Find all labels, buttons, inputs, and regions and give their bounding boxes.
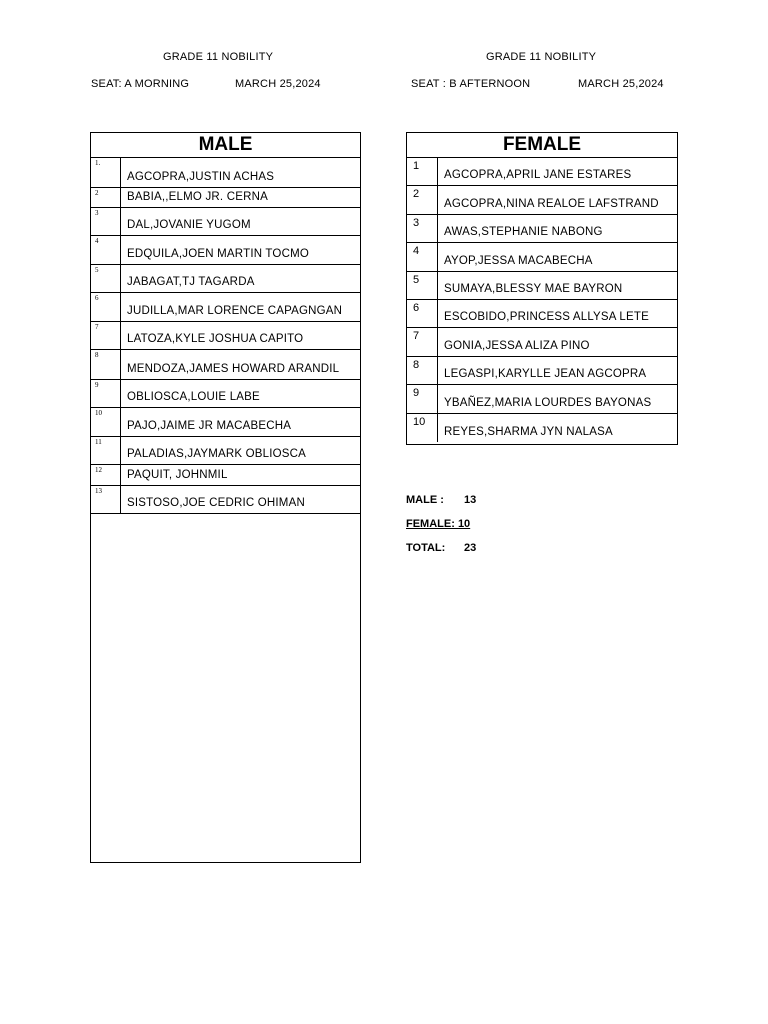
male-roster-table — [90, 132, 361, 863]
right-date: MARCH 25,2024 — [578, 78, 664, 90]
female-row-name-text: ESCOBIDO,PRINCESS ALLYSA LETE — [444, 311, 649, 324]
female-row-name-text: AGCOPRA,NINA REALOE LAFSTRAND — [444, 197, 659, 210]
male-row — [91, 437, 360, 465]
female-roster-table — [406, 132, 678, 445]
female-row-number: 3 — [407, 215, 438, 242]
male-row-name — [121, 465, 360, 485]
female-row-name-text: GONIA,JESSA ALIZA PINO — [444, 339, 590, 352]
female-row-number: 4 — [407, 243, 438, 270]
male-row — [91, 322, 360, 350]
male-row-name — [121, 265, 360, 292]
male-row-number: 11 — [91, 437, 121, 464]
female-row-number: 2 — [407, 186, 438, 213]
female-row-name-text: REYES,SHARMA JYN NALASA — [444, 425, 613, 438]
left-grade-heading: GRADE 11 NOBILITY — [163, 51, 274, 63]
male-row-name — [121, 350, 360, 379]
male-row — [91, 408, 360, 437]
male-rows — [91, 158, 360, 514]
female-table-title: FEMALE — [407, 133, 677, 158]
male-row-name-text: PALADIAS,JAYMARK OBLIOSCA — [127, 448, 307, 460]
left-seat-label: SEAT: A MORNING — [91, 78, 190, 90]
female-count — [406, 518, 470, 530]
female-row-name — [438, 158, 677, 185]
male-row — [91, 236, 360, 265]
female-row — [407, 158, 677, 186]
male-row — [91, 350, 360, 380]
female-row-number: 9 — [407, 385, 438, 412]
female-row — [407, 300, 677, 328]
male-table-title: MALE — [91, 133, 360, 158]
female-row-name — [438, 215, 677, 242]
female-rows — [407, 158, 677, 442]
female-row-name — [438, 186, 677, 213]
male-row-name-text: PAJO,JAIME JR MACABECHA — [127, 420, 292, 432]
female-row-name-text: SUMAYA,BLESSY MAE BAYRON — [444, 282, 623, 295]
female-row — [407, 357, 677, 385]
male-row-name — [121, 437, 360, 464]
male-row-name — [121, 408, 360, 436]
male-row — [91, 158, 360, 188]
male-count-label: MALE : — [406, 494, 444, 506]
female-row-name — [438, 300, 677, 327]
male-row-name-text: EDQUILA,JOEN MARTIN TOCMO — [127, 248, 309, 260]
left-date: MARCH 25,2024 — [235, 78, 321, 90]
male-count — [406, 494, 477, 506]
male-row — [91, 380, 360, 408]
male-row-name-text: JABAGAT,TJ TAGARDA — [127, 276, 255, 288]
female-row-name — [438, 272, 677, 299]
male-row-name-text: BABIA,,ELMO JR. CERNA — [127, 191, 268, 203]
female-row-number: 5 — [407, 272, 438, 299]
total-count-value: 23 — [464, 542, 477, 554]
male-row-number: 13 — [91, 486, 121, 513]
male-row-number: 7 — [91, 322, 121, 349]
male-row-name-text: OBLIOSCA,LOUIE LABE — [127, 391, 260, 403]
female-row — [407, 328, 677, 356]
female-row-number: 8 — [407, 357, 438, 384]
male-count-value: 13 — [464, 494, 477, 506]
male-row — [91, 188, 360, 208]
right-seat-label: SEAT : B AFTERNOON — [411, 78, 531, 90]
male-row-number: 9 — [91, 380, 121, 407]
male-row — [91, 265, 360, 293]
female-row-number: 1 — [407, 158, 438, 185]
male-row-name — [121, 322, 360, 349]
total-count-label: TOTAL: — [406, 542, 446, 554]
male-row-number: 5 — [91, 265, 121, 292]
female-row-name — [438, 385, 677, 412]
male-row-name-text: AGCOPRA,JUSTIN ACHAS — [127, 171, 275, 183]
female-row-number: 6 — [407, 300, 438, 327]
male-row — [91, 293, 360, 322]
female-row — [407, 215, 677, 243]
male-row — [91, 208, 360, 236]
male-row-name-text: JUDILLA,MAR LORENCE CAPAGNGAN — [127, 305, 343, 317]
male-row-number: 2 — [91, 188, 121, 207]
male-row-number: 6 — [91, 293, 121, 321]
male-row-number: 1. — [91, 158, 121, 187]
male-row-number: 4 — [91, 236, 121, 264]
right-grade-heading: GRADE 11 NOBILITY — [486, 51, 597, 63]
total-count — [406, 542, 477, 554]
male-row-name-text: LATOZA,KYLE JOSHUA CAPITO — [127, 333, 304, 345]
male-row-name — [121, 293, 360, 321]
female-row-number: 10 — [407, 414, 438, 442]
female-row-name — [438, 357, 677, 384]
male-row-number: 12 — [91, 465, 121, 485]
female-row-name-text: AYOP,JESSA MACABECHA — [444, 254, 593, 267]
female-row-number: 7 — [407, 328, 438, 355]
female-count-label: FEMALE: 10 — [406, 518, 471, 530]
male-row-name-text: MENDOZA,JAMES HOWARD ARANDIL — [127, 363, 340, 375]
female-row-name — [438, 243, 677, 270]
male-row-number: 10 — [91, 408, 121, 436]
male-row-number: 3 — [91, 208, 121, 235]
female-row — [407, 186, 677, 214]
male-row-name — [121, 380, 360, 407]
female-row-name-text: AWAS,STEPHANIE NABONG — [444, 226, 603, 239]
male-row — [91, 465, 360, 486]
female-row-name-text: AGCOPRA,APRIL JANE ESTARES — [444, 169, 632, 182]
male-row-name-text: PAQUIT, JOHNMIL — [127, 469, 228, 481]
male-row-name — [121, 236, 360, 264]
female-row-name-text: YBAÑEZ,MARIA LOURDES BAYONAS — [444, 396, 652, 409]
male-row-name — [121, 486, 360, 513]
male-row — [91, 486, 360, 514]
male-row-name-text: SISTOSO,JOE CEDRIC OHIMAN — [127, 497, 305, 509]
female-row — [407, 272, 677, 300]
female-row — [407, 243, 677, 271]
female-row-name-text: LEGASPI,KARYLLE JEAN AGCOPRA — [444, 368, 647, 381]
male-row-number: 8 — [91, 350, 121, 379]
male-row-name — [121, 158, 360, 187]
female-row — [407, 385, 677, 413]
male-row-name-text: DAL,JOVANIE YUGOM — [127, 219, 251, 231]
female-row-name — [438, 414, 677, 442]
male-row-name — [121, 188, 360, 207]
female-row-name — [438, 328, 677, 355]
female-row — [407, 414, 677, 442]
male-row-name — [121, 208, 360, 235]
